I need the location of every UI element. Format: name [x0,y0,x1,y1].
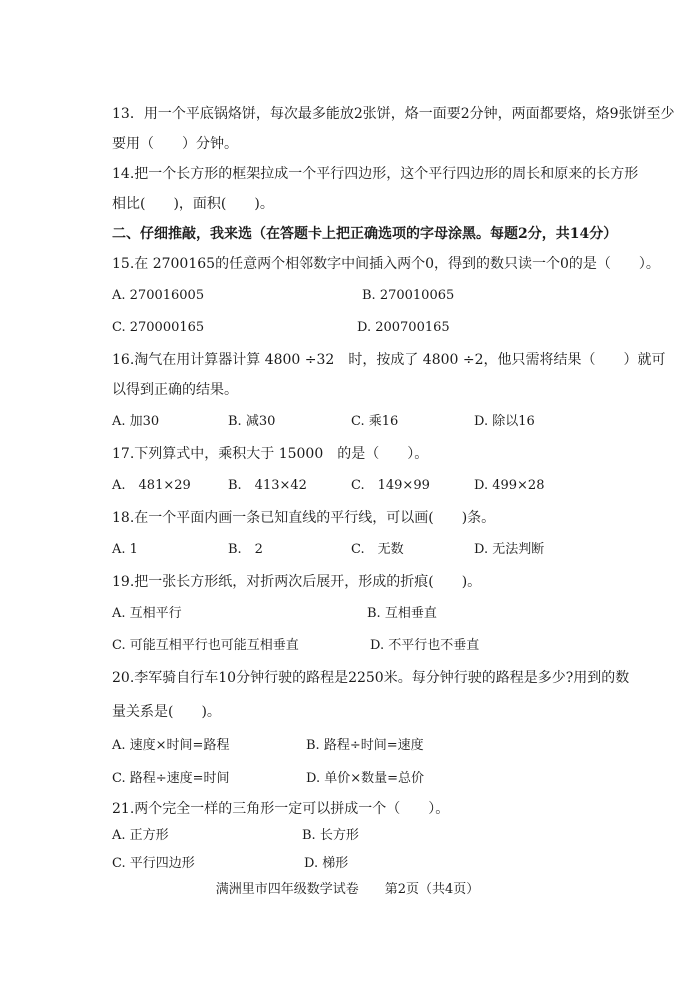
q16-option-d: D. 除以16 [474,414,535,429]
q19-option-c: C. 可能互相平行也可能互相垂直 [112,638,299,653]
q18-option-b: B. 2 [228,542,263,557]
q17-option-a: A. 481×29 [112,478,191,493]
q19-option-b: B. 互相垂直 [367,606,437,621]
q18-option-c: C. 无数 [351,542,404,557]
q20-option-b: B. 路程÷时间=速度 [306,738,424,753]
q17-option-b: B. 413×42 [228,478,307,493]
q17-option-c: C. 149×99 [351,478,430,493]
q20-line2: 量关系是( )。 [112,704,221,720]
q15-option-c: C. 270000165 [112,320,205,335]
page-footer: 满洲里市四年级数学试卷 第2页（共4页） [215,882,480,897]
q20-line1: 20.李军骑自行车10分钟行驶的路程是2250米。每分钟行驶的路程是多少?用到的数 [112,670,630,686]
q20-option-d: D. 单价×数量=总价 [306,771,425,786]
q17-option-d: D. 499×28 [474,478,545,493]
q17-stem: 17.下列算式中，乘积大于 15000 的是（ ）。 [112,446,429,462]
q14-line2: 相比( )，面积( )。 [112,196,274,212]
q14-line1: 14.把一个长方形的框架拉成一个平行四边形，这个平行四边形的周长和原来的长方形 [112,166,639,182]
q16-option-c: C. 乘16 [351,414,399,429]
q20-option-a: A. 速度×时间=路程 [112,738,230,753]
q18-option-d: D. 无法判断 [474,542,545,557]
section2-heading: 二、仔细推敲，我来选（在答题卡上把正确选项的字母涂黑。每题2分，共14分） [112,226,618,242]
q21-option-a: A. 正方形 [112,828,169,843]
q21-option-b: B. 长方形 [302,828,359,843]
q21-option-d: D. 梯形 [304,856,349,871]
q15-option-d: D. 200700165 [357,320,450,335]
q15-option-b: B. 270010065 [362,288,455,303]
q16-line1: 16.淘气在用计算器计算 4800 ÷32 时，按成了 4800 ÷2，他只需将结果（ ）就可 [112,352,666,368]
q21-stem: 21.两个完全一样的三角形一定可以拼成一个（ ）。 [112,801,450,817]
q15-option-a: A. 270016005 [112,288,205,303]
q19-option-a: A. 互相平行 [112,606,182,621]
q16-option-b: B. 减30 [228,414,276,429]
q16-line2: 以得到正确的结果。 [112,382,238,398]
q13-line2: 要用（ ）分钟。 [112,136,238,152]
q19-option-d: D. 不平行也不垂直 [370,638,480,653]
q19-stem: 19.把一张长方形纸，对折两次后展开，形成的折痕( )。 [112,574,482,590]
q16-option-a: A. 加30 [112,414,160,429]
q20-option-c: C. 路程÷速度=时间 [112,771,230,786]
q18-stem: 18.在一个平面内画一条已知直线的平行线，可以画( )条。 [112,510,496,526]
q15-stem: 15.在 2700165的任意两个相邻数字中间插入两个0，得到的数只读一个0的是（ ）。 [112,256,660,272]
q18-option-a: A. 1 [112,542,138,557]
q13-line1: 13．用一个平底锅烙饼，每次最多能放2张饼，烙一面要2分钟，两面都要烙，烙9张饼至少 [112,106,675,122]
q21-option-c: C. 平行四边形 [112,856,195,871]
